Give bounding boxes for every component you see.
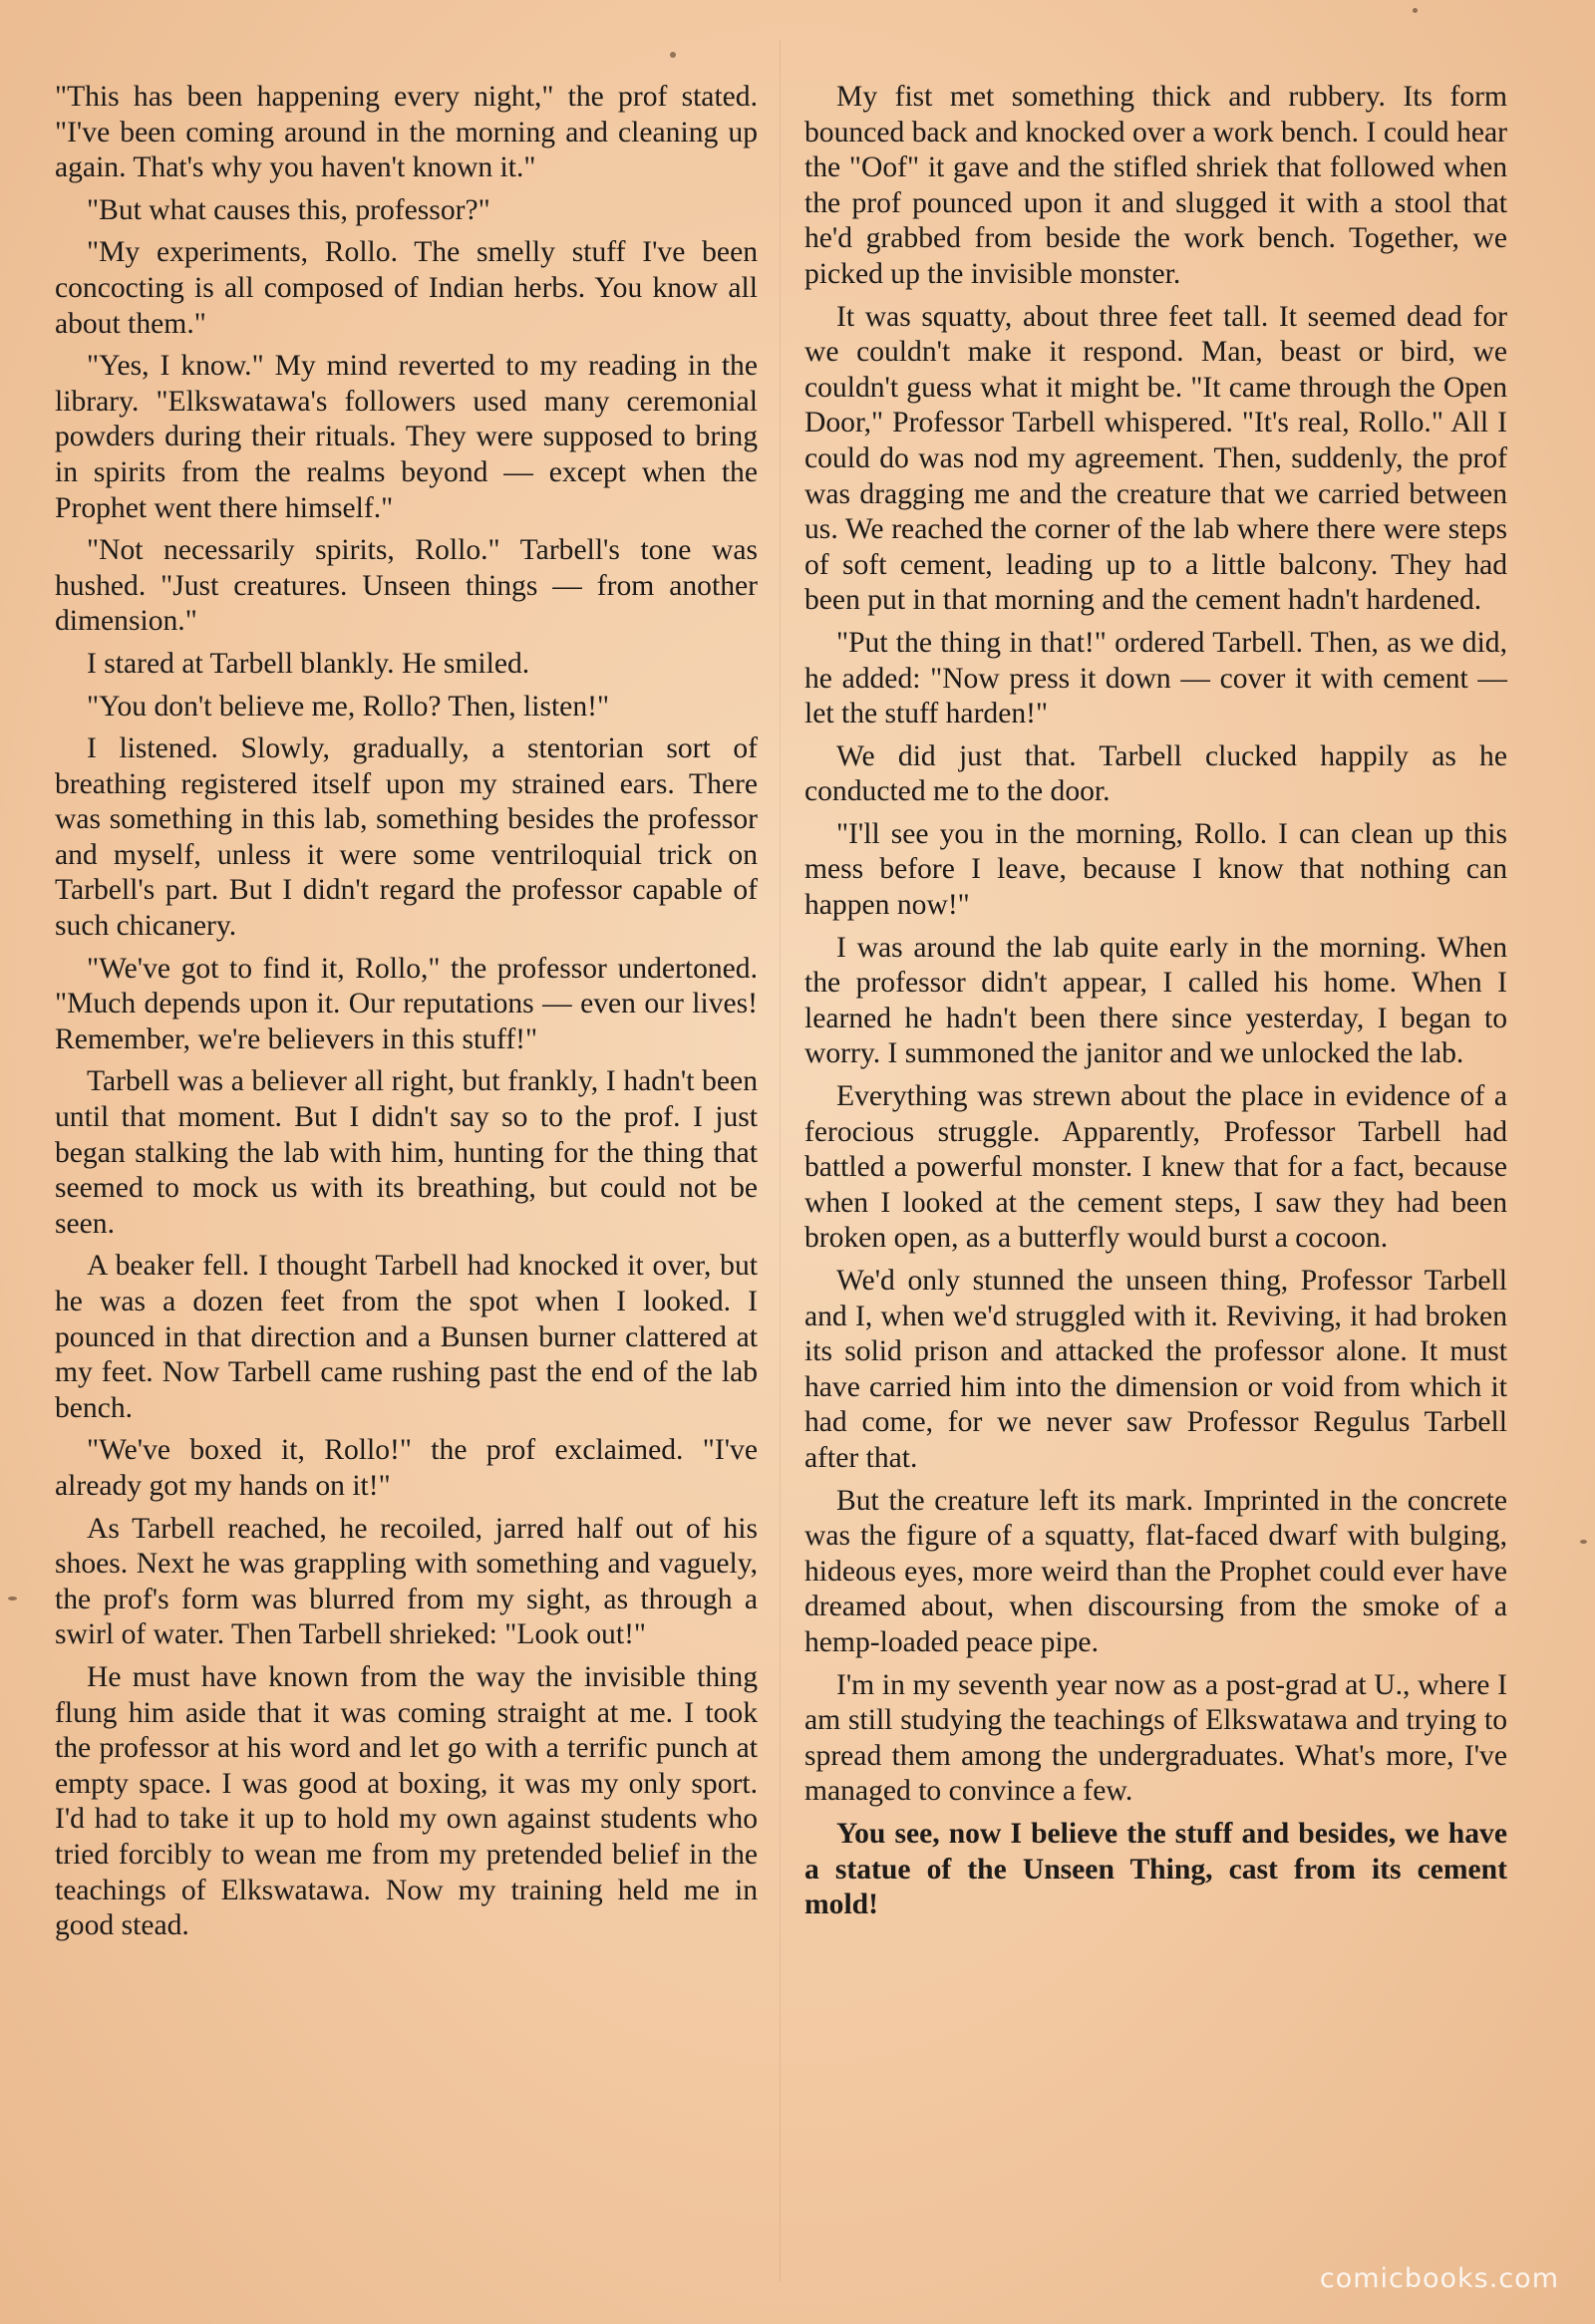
paragraph: "Not necessarily spirits, Rollo." Tarbell's tone was hushed. "Just creatures. Unseen things — from another dimension.": [55, 534, 758, 638]
paragraph: Tarbell was a believer all right, but frankly, I hadn't been until that moment. But I didn't say so to the prof. I just began stalking the lab with him, hunting for the thing that seemed to mock us with its breathing, but could not be seen.: [55, 1065, 758, 1240]
paragraph: It was squatty, about three feet tall. It seemed dead for we couldn't make it respond. Man, beast or bird, we couldn't guess what it might be. "It came through the Open Door," Professor Tarbell whispered. "It's real, Rollo." All I could do was nod my agreement. Then, suddenly, the prof was dragging me and the creature that we carried between us. We reached the corner of the lab where there were steps of soft cement, leading up to a little balcony. They had been put in that morning and the cement hadn't hardened.: [804, 300, 1507, 617]
paragraph: "We've boxed it, Rollo!" the prof exclaimed. "I've already got my hands on it!": [55, 1434, 758, 1502]
ink-speck: [8, 1597, 17, 1600]
paragraph: As Tarbell reached, he recoiled, jarred half out of his shoes. Next he was grappling with something and vaguely, the prof's form was blurred from my sight, as through a swirl of water. Then Tarbell shrieked: "Look out!": [55, 1512, 758, 1651]
paragraph: But the creature left its mark. Imprinted in the concrete was the figure of a squatty, flat-faced dwarf with bulging, hideous eyes, more weird than the Prophet could ever have dreamed about, when discoursing from the smoke of a hemp-loaded peace pipe.: [804, 1484, 1507, 1658]
right-column: [804, 80, 1507, 1930]
paragraph: "Yes, I know." My mind reverted to my reading in the library. "Elkswatawa's followers used many ceremonial powders during their rituals. They were supposed to bring in spirits from the realms beyond — except when the Prophet went there himself.": [55, 350, 758, 524]
paragraph: "But what causes this, professor?": [87, 193, 490, 226]
paragraph: I listened. Slowly, gradually, a stentorian sort of breathing registered itself upon my strained ears. There was something in this lab, something besides the professor and myself, unless it were some ventriloquial trick on Tarbell's part. But I didn't regard the professor capable of such chicanery.: [55, 732, 758, 943]
paragraph: "Put the thing in that!" ordered Tarbell. Then, as we did, he added: "Now press it down — cover it with cement — let the stuff harden!": [804, 626, 1507, 730]
ink-speck: [1413, 8, 1418, 13]
paragraph: Everything was strewn about the place in evidence of a ferocious struggle. Apparently, Professor Tarbell had battled a powerful monster. I knew that for a fact, because when I looked at the cement steps, I saw they had been broken open, as a butterfly would burst a cocoon.: [804, 1080, 1507, 1255]
page-gutter: [780, 40, 781, 2282]
paragraph: I'm in my seventh year now as a post-grad at U., where I am still studying the teachings of Elkswatawa and trying to spread them among the undergraduates. What's more, I've managed to convince a few.: [804, 1668, 1507, 1808]
paragraph: "I'll see you in the morning, Rollo. I can clean up this mess before I leave, because I know that nothing can happen now!": [804, 817, 1507, 922]
paragraph: A beaker fell. I thought Tarbell had knocked it over, but he was a dozen feet from the spot when I looked. I pounced in that direction and a Bunsen burner clattered at my feet. Now Tarbell came rushing past the end of the lab bench.: [55, 1250, 758, 1424]
paragraph: He must have known from the way the invisible thing flung him aside that it was coming straight at me. I took the professor at his word and let go with a terrific punch at empty space. I was good at boxing, it was my only sport. I'd had to take it up to hold my own against students who tried forcibly to wean me from my pretended belief in the teachings of Elkswatawa. Now my training held me in good stead.: [55, 1660, 758, 1942]
paragraph: My fist met something thick and rubbery. Its form bounced back and knocked over a work bench. I could hear the "Oof" it gave and the stifled shriek that followed when the prof pounced upon it and slugged it with a stool that he'd grabbed from beside the work bench. Together, we picked up the invisible monster.: [804, 81, 1507, 290]
ink-speck: [1580, 1540, 1587, 1544]
paragraph: I stared at Tarbell blankly. He smiled.: [87, 647, 530, 680]
paragraph: We did just that. Tarbell clucked happily as he conducted me to the door.: [804, 739, 1507, 808]
paragraph: "This has been happening every night," the prof stated. "I've been coming around in the morning and cleaning up again. That's why you haven't known it.": [55, 81, 758, 184]
paragraph: "My experiments, Rollo. The smelly stuff I've been concocting is all composed of Indian herbs. You know all about them.": [55, 236, 758, 340]
paragraph: We'd only stunned the unseen thing, Professor Tarbell and I, when we'd struggled with it. Reviving, it had broken its solid prison and attacked the professor alone. It must have carried him into the dimension or void from which it had come, for we never saw Professor Regulus Tarbell after that.: [804, 1265, 1507, 1474]
left-column: [55, 80, 758, 1951]
paragraph: I was around the lab quite early in the morning. When the professor didn't appear, I called his home. When I learned he hadn't been there since yesterday, I began to worry. I summoned the janitor and we unlocked the lab.: [804, 931, 1507, 1070]
ink-speck: [670, 52, 676, 58]
paragraph: "We've got to find it, Rollo," the professor undertoned. "Much depends upon it. Our reputations — even our lives! Remember, we're believers in this stuff!": [55, 952, 758, 1055]
paragraph: "You don't believe me, Rollo? Then, listen!": [87, 690, 610, 723]
watermark: comicbooks.com: [1319, 2263, 1559, 2294]
final-paragraph: You see, now I believe the stuff and besides, we have a statue of the Unseen Thing, cast from its cement mold!: [804, 1817, 1507, 1921]
